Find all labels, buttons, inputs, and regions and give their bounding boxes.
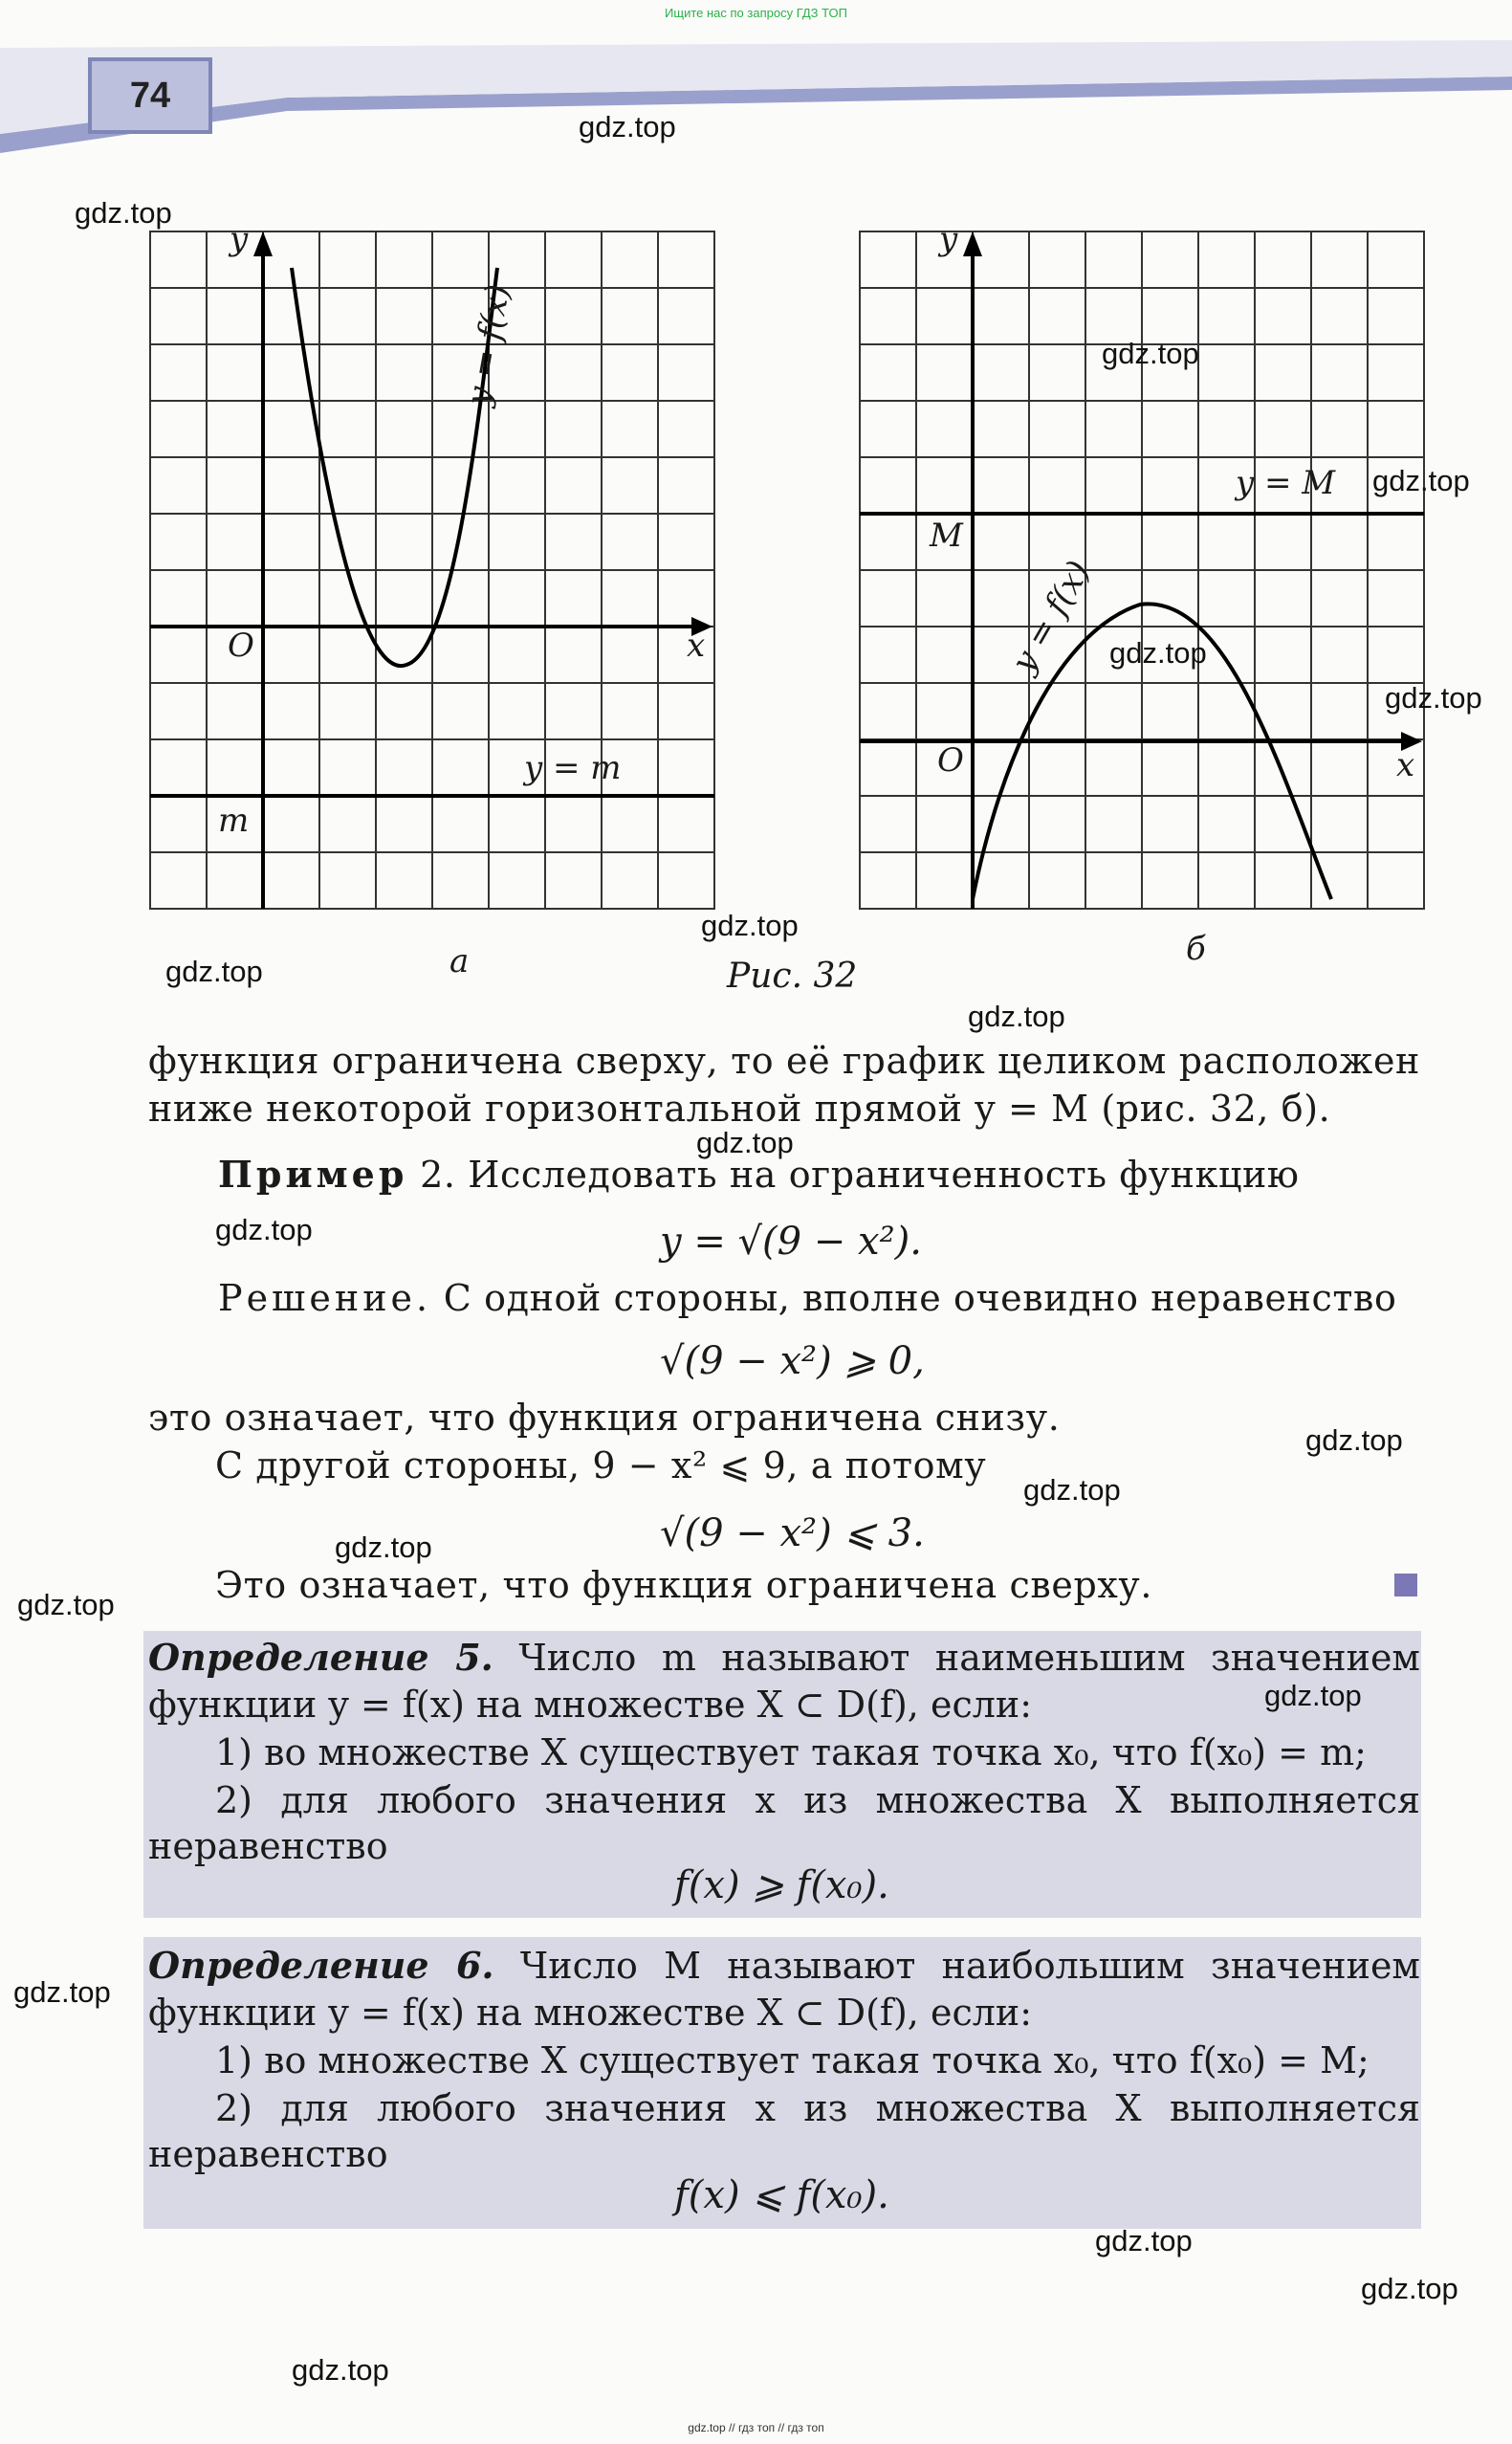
axis-y-label-b: y <box>939 220 958 258</box>
bottom-links[interactable]: gdz.top // гдз топ // гдз топ <box>688 2421 824 2434</box>
solution-rest: С одной стороны, вполне очевидно неравенство <box>431 1277 1397 1319</box>
example-rest: 2. Исследовать на ограниченность функцию <box>407 1154 1300 1196</box>
origin-label-b: O <box>937 741 964 780</box>
watermark: gdz.top <box>968 1000 1065 1033</box>
m-label: m <box>218 802 250 840</box>
watermark: gdz.top <box>13 1975 111 2009</box>
watermark: gdz.top <box>579 110 676 143</box>
def6-formula: f(x) ⩽ f(x₀). <box>674 2173 889 2217</box>
watermark: gdz.top <box>1305 1423 1403 1457</box>
text-line-4: С другой стороны, 9 − x² ⩽ 9, а потому <box>215 1444 987 1486</box>
def6-item-1: 1) во множестве X существует такая точка x₀, что f(x₀) = M; <box>215 2039 1370 2081</box>
curve-label-a: y = f(x) <box>459 281 518 408</box>
watermark: gdz.top <box>1361 2272 1458 2305</box>
watermark: gdz.top <box>701 909 799 942</box>
def6-line-1 <box>148 1944 1420 1987</box>
watermark: gdz.top <box>75 196 172 230</box>
watermark: gdz.top <box>1264 1679 1362 1712</box>
line-label-M: y = M <box>1236 464 1336 502</box>
formula-2: √(9 − x²) ⩾ 0, <box>660 1339 925 1383</box>
watermark: gdz.top <box>335 1530 432 1564</box>
def6-item-2b: неравенство <box>148 2133 388 2175</box>
def5-formula: f(x) ⩾ f(x₀). <box>674 1863 889 1907</box>
def6-item-2: 2) для любого значения x из множества X выполняется <box>215 2087 1420 2129</box>
def5-line-2: функции y = f(x) на множестве X ⊂ D(f), если: <box>148 1684 1033 1726</box>
page-number: 74 <box>88 57 212 134</box>
line-label-m: y = m <box>524 749 622 787</box>
solution-word: Решение. <box>218 1277 432 1319</box>
panel-a-letter: а <box>449 942 470 980</box>
page-header-band <box>0 29 1512 153</box>
axis-x-label-a: x <box>687 627 706 665</box>
watermark: gdz.top <box>292 2353 389 2387</box>
text-line-3: это означает, что функция ограничена снизу. <box>148 1397 1061 1439</box>
solution-line <box>218 1277 1396 1319</box>
def5-item-2b: неравенство <box>148 1825 388 1867</box>
figure-caption: Рис. 32 <box>727 957 858 996</box>
watermark: gdz.top <box>165 955 263 988</box>
def6-line-2: функции y = f(x) на множестве X ⊂ D(f), если: <box>148 1992 1033 2034</box>
watermark: gdz.top <box>215 1213 313 1246</box>
curve-label-b: y = f(x) <box>1004 554 1099 679</box>
end-of-solution-marker <box>1394 1574 1417 1596</box>
def6-title: Определение 6. <box>148 1944 494 1987</box>
watermark: gdz.top <box>17 1588 115 1621</box>
panel-b-letter: б <box>1186 930 1206 968</box>
def5-item-2: 2) для любого значения x из множества X выполняется <box>215 1779 1420 1821</box>
text-line-2: ниже некоторой горизонтальной прямой y = M (рис. 32, б). <box>148 1088 1331 1130</box>
watermark: gdz.top <box>1102 337 1199 370</box>
def6-line1-rest: Число M называют наибольшим значением <box>493 1945 1420 1987</box>
def5-line1-rest: Число m называют наименьшим значением <box>493 1637 1420 1679</box>
def5-line-1 <box>148 1636 1420 1679</box>
top-banner[interactable]: Ищите нас по запросу ГДЗ ТОП <box>665 6 847 20</box>
watermark: gdz.top <box>1372 464 1470 497</box>
formula-3: √(9 − x²) ⩽ 3. <box>660 1511 925 1555</box>
watermark: gdz.top <box>1385 681 1482 715</box>
def5-item-1: 1) во множестве X существует такая точка x₀, что f(x₀) = m; <box>215 1731 1367 1773</box>
formula-1: y = √(9 − x²). <box>660 1220 922 1264</box>
text-line-5: Это означает, что функция ограничена сверху. <box>215 1564 1153 1606</box>
watermark: gdz.top <box>696 1126 794 1159</box>
axis-x-label-b: x <box>1396 746 1415 784</box>
origin-label-a: O <box>228 627 254 665</box>
example-word: Пример <box>218 1153 408 1196</box>
text-line-1: функция ограничена сверху, то её график целиком расположен <box>148 1040 1420 1082</box>
watermark: gdz.top <box>1023 1473 1121 1507</box>
watermark: gdz.top <box>1095 2224 1193 2257</box>
watermark: gdz.top <box>1109 636 1207 670</box>
def5-title: Определение 5. <box>148 1636 493 1679</box>
M-label: M <box>930 517 963 555</box>
figure-panel-b <box>858 230 1427 914</box>
axis-y-label-a: y <box>230 220 249 258</box>
